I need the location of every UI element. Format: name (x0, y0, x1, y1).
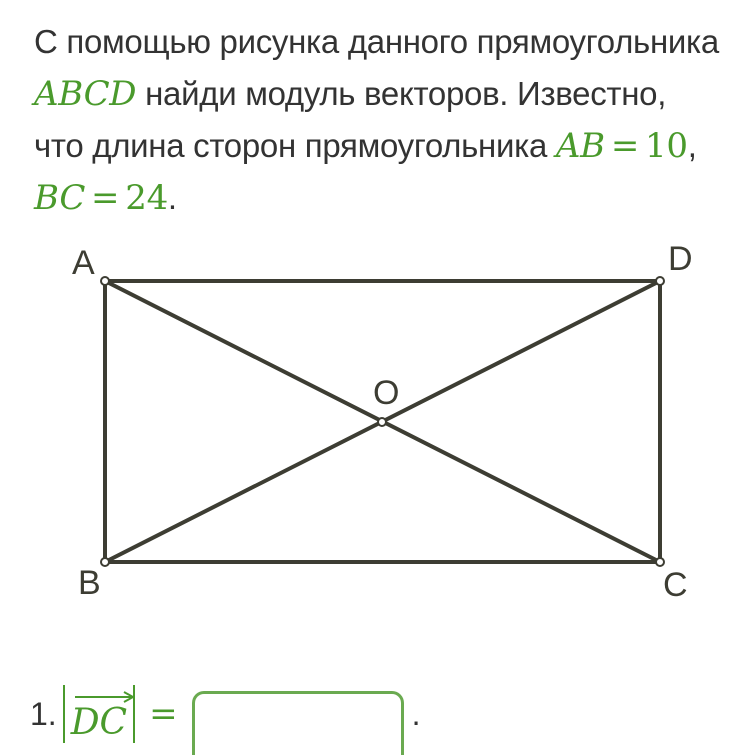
equals-sign: = (610, 126, 640, 166)
point-b (101, 558, 109, 566)
label-d: D (668, 240, 693, 278)
vector-name: DC (70, 702, 128, 743)
problem-line-1: С помощью рисунка данного прямоугольника (34, 23, 719, 60)
ab-value: 10 (645, 126, 688, 166)
bc-value: 24 (125, 178, 168, 218)
vector-arrow-icon (75, 691, 135, 703)
answer-input[interactable] (192, 691, 404, 755)
comma: , (687, 127, 697, 164)
vector-modulus (63, 685, 135, 743)
rectangle-figure (60, 236, 710, 616)
point-c (656, 558, 664, 566)
question-equals: = (149, 694, 178, 734)
point-d (656, 277, 664, 285)
bc-label: BC (34, 178, 86, 218)
label-b: B (78, 564, 101, 602)
problem-line-3: что длина сторон прямоугольника (34, 127, 547, 164)
label-a: A (72, 244, 95, 282)
point-a (101, 277, 109, 285)
problem-line-2: найди модуль векторов. Известно, (145, 75, 667, 112)
question-period: . (411, 695, 421, 732)
equals-sign: = (91, 178, 120, 218)
problem-statement (34, 16, 724, 224)
question-number: 1. (30, 695, 57, 732)
ab-label: AB (555, 126, 605, 166)
rectangle-name: ABCD (34, 74, 137, 114)
label-o: O (373, 374, 400, 412)
question-row (30, 682, 421, 746)
period: . (167, 179, 177, 216)
point-o (378, 418, 386, 426)
label-c: C (663, 566, 688, 604)
